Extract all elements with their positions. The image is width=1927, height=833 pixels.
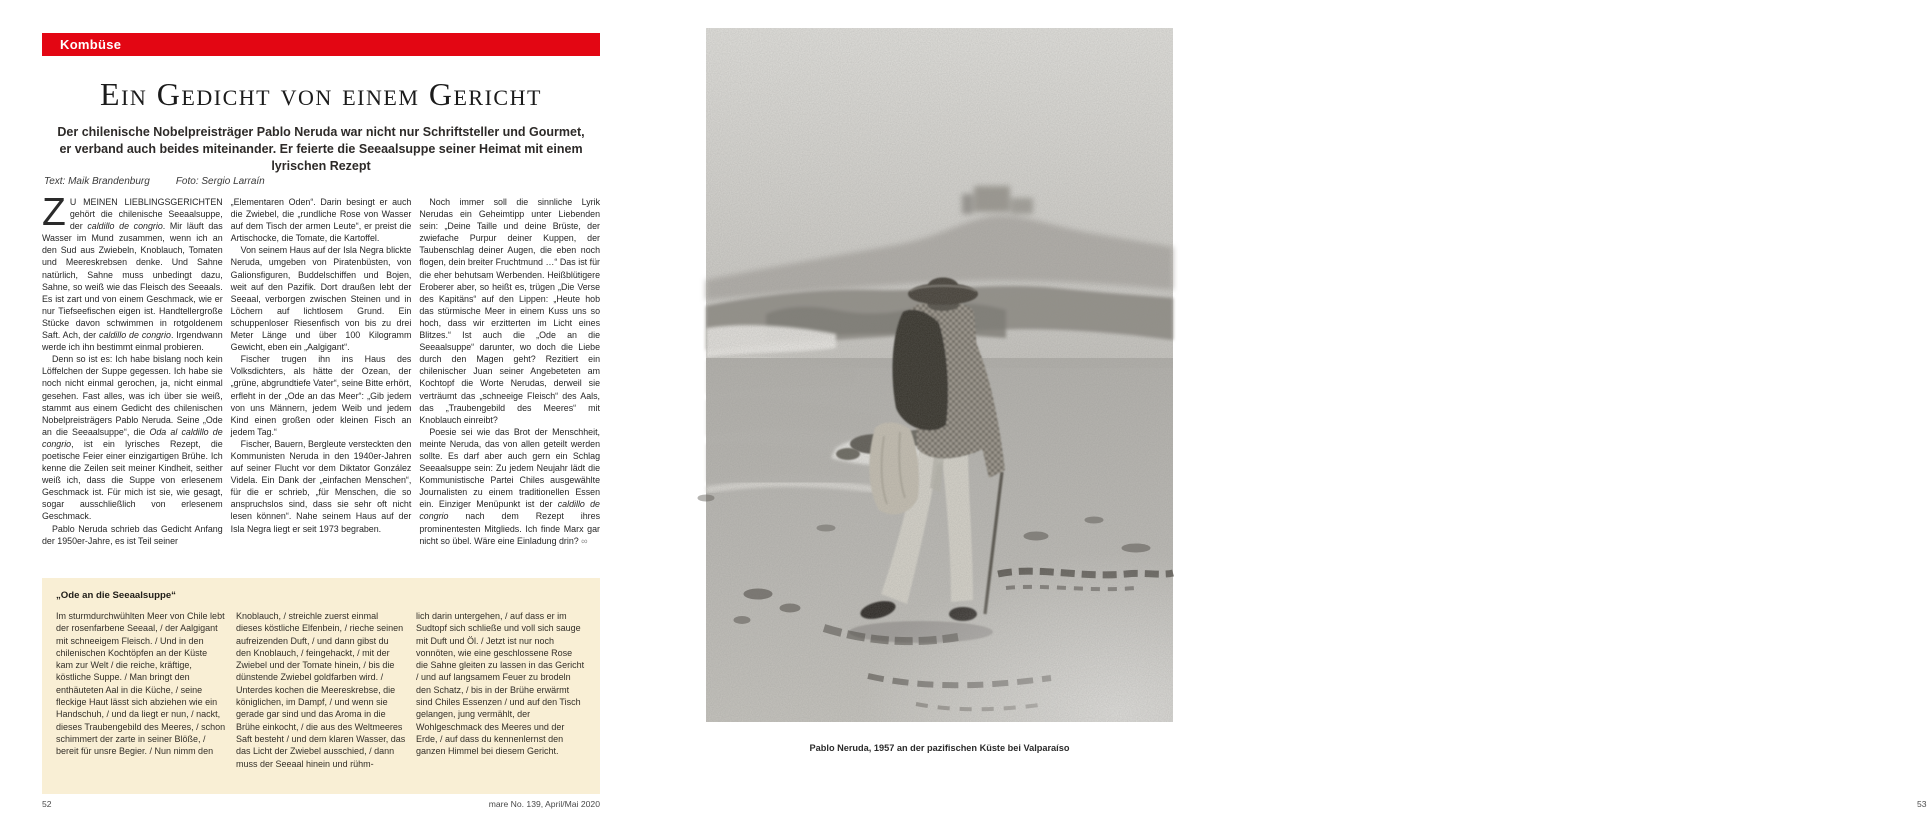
photo-figure — [706, 28, 1173, 753]
body-paragraph: Pablo Neruda schrieb das Gedicht Anfang der 1950er-Jahre, es ist Teil seiner — [42, 523, 223, 546]
article-subtitle: Der chilenische Nobelpreisträger Pablo Neruda war nicht nur Schriftsteller und Gourmet, er verband auch beides miteinander. Er feierte die Seeaalsuppe seiner Heimat mit einem lyrischen Rezept — [57, 125, 585, 173]
body-paragraph: Fischer trugen ihn ins Haus des Volksdichters, als hätte der Ozean, der „grüne, abgrundtiefe Vater“, seine Bitte erhört, erfleht in der „Ode an das Meer“: „Gib jedem von uns Männern, jedem Weib und jedem Kind einen großen oder kleinen Fisch an jedem Tag.“ — [230, 354, 412, 437]
end-mark-icon: ∞ — [581, 535, 587, 546]
left-page-footer — [42, 799, 600, 809]
photo-grain — [706, 28, 1173, 722]
body-paragraph: Noch immer soll die sinnliche Lyrik Nerudas ein Geheimtipp unter Liebenden sein: „Deine Taille und deine Brüste, der zwiefache Purpur deiner Kuppen, der Taubenschlag deiner Augen, die eben noch flogen, dein breiter Fruchtmund …“ Das ist für die eher behutsam Werbenden. Heißblütigere Eroberer aber, so heißt es, trügen „Die Verse des Kapitäns“ auf den Lippen: „Heute hob das stürmische Meer in einem Kuss uns so hoch, dass wir erzitterten im Licht eines Blitzes.“ Ist auch die „Ode an die Seeaalsuppe“ darunter, wo doch die Liebe durch den Magen geht? Rezitiert ein chilenischer Juan seiner Angebeteten am Kochtopf die Worte Nerudas, derweil sie verträumt das „schneeige Fleisch“ des Aals, das „Traubengebild des Meeres“ mit Knoblauch einreibt? — [419, 197, 601, 425]
poem-column-1: Im sturmdurchwühlten Meer von Chile lebt der rosenfarbene Seeaal, / der Aalgigant mit schneeigem Fleisch. / Und in den chilenischen Kochtöpfen an der Küste kam zur Welt / die reiche, kräftige, köstliche Suppe. / Man bringt den enthäuteten Aal in die Küche, / seine fleckige Haut lässt sich abziehen wie ein Handschuh, / und da liegt er nun, / nackt, dieses Traubengebild des Meeres, / schon schimmert der zarte in seiner Blöße, / bereit für unsre Begier. / Nun nimm den — [56, 611, 226, 757]
article-column-2 — [231, 196, 412, 576]
byline-photographer: Foto: Sergio Larraín — [175, 176, 265, 187]
byline — [44, 176, 265, 187]
article-body — [42, 191, 601, 576]
kicker-bar — [42, 33, 600, 56]
body-paragraph: Fischer, Bauern, Bergleute versteckten den Kommunisten Neruda in den 1940er-Jahren auf seiner Flucht vor dem Diktator González Videla. Ein Dank der „einfachen Menschen“, für die er schrieb, „für Menschen, die so anspruchslos sind, dass sie sehr oft nicht lesen können“. Nahe seinem Haus auf der Isla Negra liegt er seit 1973 begraben. — [230, 438, 412, 534]
right-page — [706, 0, 1927, 833]
left-page — [42, 0, 600, 833]
body-paragraph: Poesie sei wie das Brot der Menschheit, meinte Neruda, das von allen geteilt werden sollte. Es darf aber auch gern ein Schlag Seeaalsuppe sein: Zu jedem Neujahr lädt die Kommunistische Partei Chiles ausgewählte Journalisten zu einem traditionellen Essen ein. Einziger Menüpunkt ist der caldillo de congrio nach dem Rezept ihres prominentesten Mitglieds. Ich finde Marx gar nicht so übel. Wäre eine Einladung drin? ∞ — [419, 426, 601, 546]
photo-caption: Pablo Neruda, 1957 an der pazifischen Küste bei Valparaíso — [809, 743, 1070, 753]
neruda-beach-photo — [706, 28, 1173, 722]
article-column-1 — [42, 191, 223, 576]
body-paragraph: Denn so ist es: Ich habe bislang noch kein Löffelchen der Suppe gegessen. Ich habe sie noch nicht einmal gerochen, ja, nicht einmal gesehen. Fast alles, was ich über sie weiß, stammt aus einem Gedicht des chilenischen Nobelpreisträgers Pablo Neruda. Seine „Ode an die Seeaalsuppe“, die Oda al caldillo de congrio, ist ein lyrisches Rezept, die poetische Feier einer einzigartigen Brühe. Ich kenne die Zeilen seit meiner Kindheit, seither weiß ich, dass die Suppe von erlesenem Geschmack ist. Für mich ist sie, wie gesagt, sogar ausschließlich von erlesenem Geschmack. — [42, 354, 223, 522]
byline-author: Text: Maik Brandenburg — [44, 176, 150, 187]
poem-column-2: Knoblauch, / streichle zuerst einmal dieses köstliche Elfenbein, / rieche seinen aufreizenden Duft, / und dann gibst du den Knoblauch, / feingehackt, / mit der Zwiebel und der Tomate hinein, / bis die dünstende Zwiebel goldfarben wird. / Unterdes kochen die Meereskrebse, die königlichen, im Dampf, / und wenn sie gerade gar sind und das Aroma in die Brühe einkocht, / die aus des Weltmeeres Saft besteht / und dem klaren Wasser, das das Licht der Zwiebel ausschied, / dann muss der Seeaal hinein und rühm- — [236, 611, 406, 769]
page-number-right: 53 — [1917, 799, 1927, 809]
article-column-3 — [419, 196, 600, 576]
poem-box — [42, 578, 600, 794]
page-number-left: 52 — [42, 799, 52, 809]
kicker-label: Kombüse — [60, 37, 122, 52]
body-paragraph: Z U MEINEN LIEBLINGSGERICHTEN gehört die chilenische Seeaalsuppe, der caldillo de congrio. Mir läuft das Wasser im Mund zusammen, wenn ich an den Sud aus Zwiebeln, Knoblauch, Tomaten und Meereskrebsen denke. Und Sahne natürlich, Sahne muss unbedingt dazu, Sahne, so weiß wie das Fleisch des Seeaals. Es ist zart und von einem Geschmack, wie er nur Tiefseefischen eigen ist. Handtellergroße Stücke davon schwimmen in rotgoldenem Saft. Ach, der caldillo de congrio. Irgendwann werde ich ihn bestimmt einmal probieren. — [42, 191, 223, 353]
poem-columns — [56, 610, 586, 782]
poem-column-3: lich darin untergehen, / auf dass er im Sudtopf sich schließe und voll sich sauge mit Duft und Öl. / Jetzt ist nur noch vonnöten, wie eine geschlossene Rose die Sahne gleiten zu lassen in das Gericht / und auf langsamem Feuer zu brodeln den Schatz, / bis in der Brühe erwärmt sind Chiles Essenzen / und auf den Tisch gelangen, jung vermählt, der Wohlgeschmack des Meeres und der Erde, / auf dass du kennenlernst den ganzen Himmel bei diesem Gericht. — [416, 611, 585, 757]
drop-cap: Z — [42, 191, 66, 234]
body-paragraph: Von seinem Haus auf der Isla Negra blickte Neruda, umgeben von Piratenbüsten, von Galionsfiguren, Buddelschiffen und Bojen, weit auf den Pazifik. Dort draußen lebt der Seeaal, verborgen zwischen Steinen und in Löchern auf lichtlosem Grund. Ein schuppenloser Riesenfisch von bis zu drei Meter Länge und über 100 Kilogramm Gewicht, eben ein „Aalgigant“. — [230, 245, 412, 353]
article-title: Ein Gedicht von einem Gericht — [100, 76, 542, 112]
issue-info: mare No. 139, April/Mai 2020 — [488, 799, 600, 809]
body-paragraph: „Elementaren Oden“. Darin besingt er auch die Zwiebel, die „rundliche Rose von Wasser auf dem Tisch der armen Leute“, er preist die Artischocke, die Tomate, die Kartoffel. — [230, 197, 412, 244]
poem-box-title: „Ode an die Seeaalsuppe“ — [56, 590, 176, 601]
